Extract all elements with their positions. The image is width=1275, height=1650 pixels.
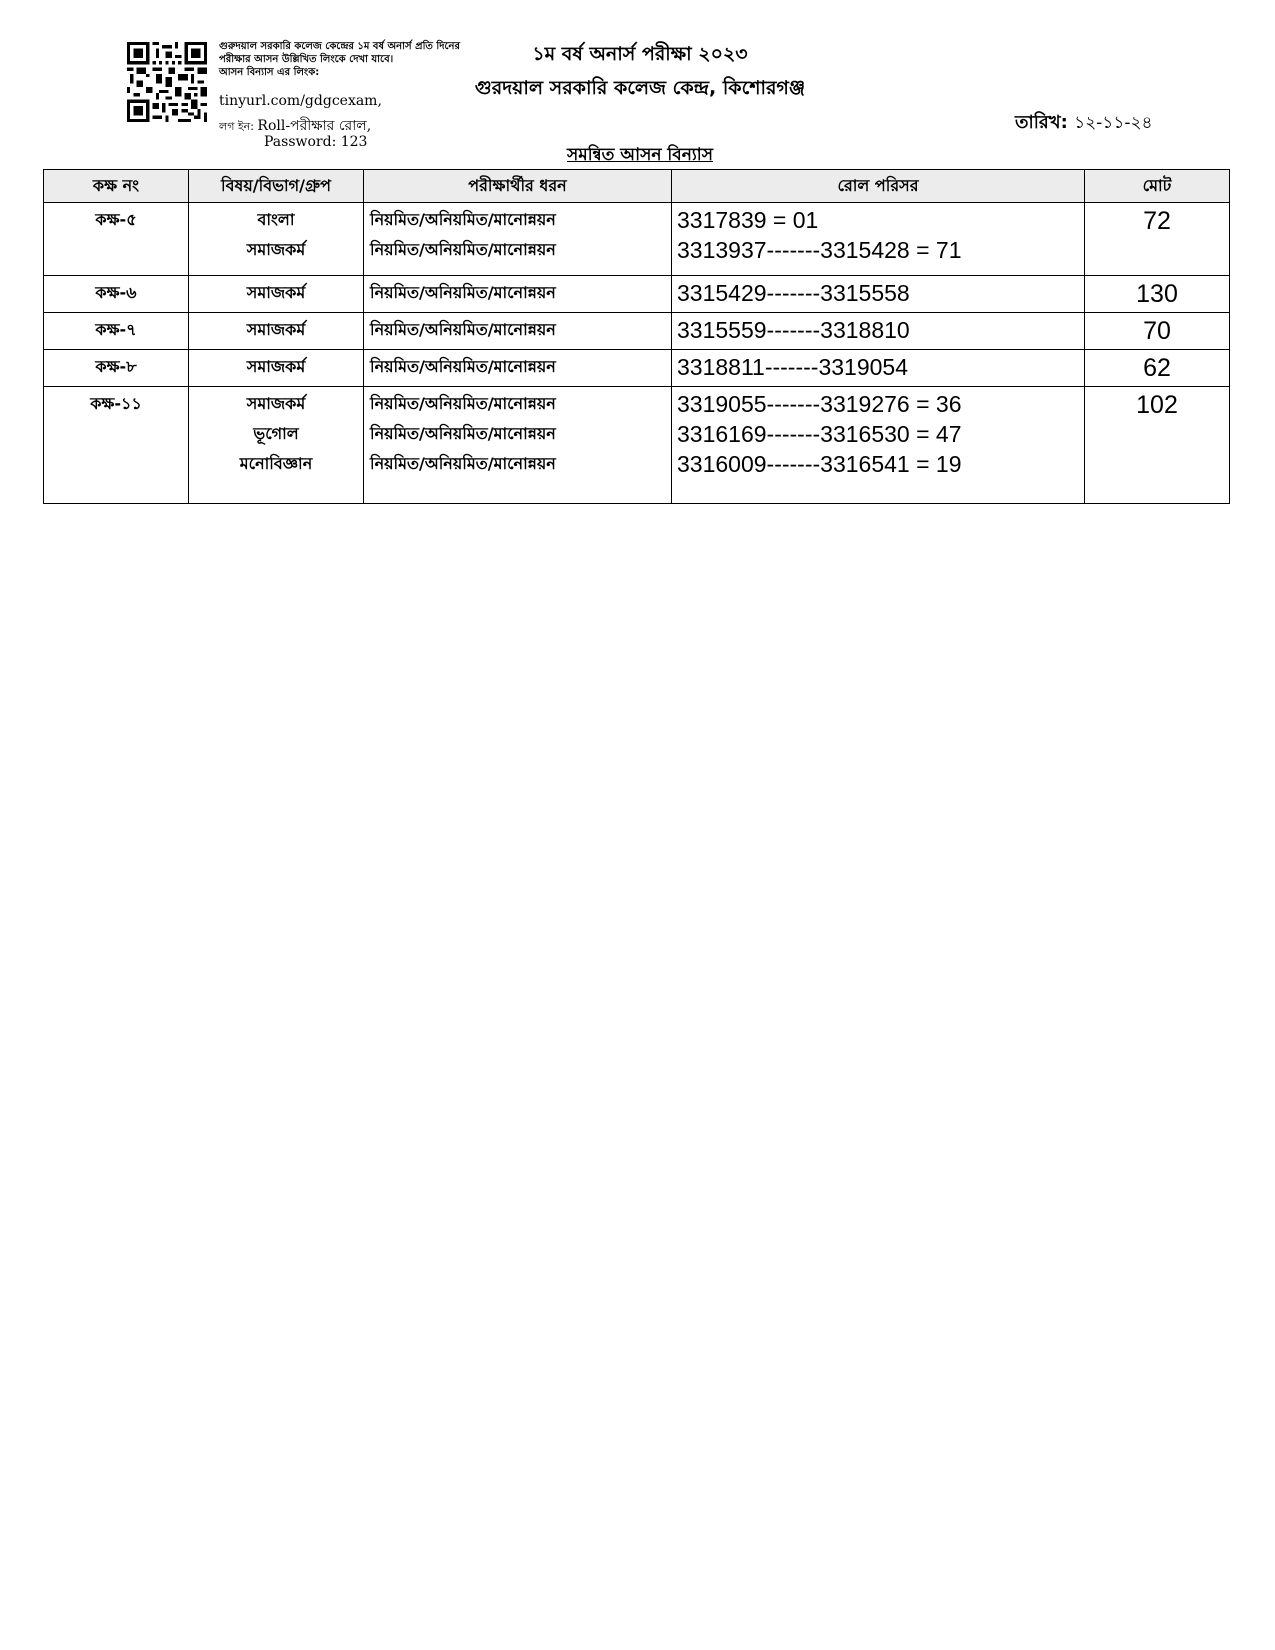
roll-range-cell <box>672 387 1085 504</box>
exam-title: ১ম বর্ষ অনার্স পরীক্ষা ২০২৩ <box>532 43 748 65</box>
exam-center: গুরদয়াল সরকারি কলেজ কেন্দ্র, কিশোরগঞ্জ <box>474 77 806 99</box>
roll-range-line: 3315429-------3315558 <box>677 280 910 306</box>
type-line: নিয়মিত/অনিয়মিত/মানোন্নয়ন <box>370 424 556 443</box>
date <box>1015 108 1153 139</box>
col-header-room: কক্ষ নং <box>44 170 189 203</box>
seat-plan-table <box>43 169 1230 504</box>
type-cell <box>364 203 672 276</box>
subject-cell <box>189 350 364 387</box>
room-cell: কক্ষ-৮ <box>44 350 189 387</box>
subject-line: বাংলা <box>257 210 295 229</box>
total-cell: 72 <box>1085 203 1230 276</box>
login-roll: Roll-পরীক্ষার রোল, <box>257 118 372 134</box>
table-row <box>44 313 1230 350</box>
subject-cell <box>189 203 364 276</box>
col-header-type: পরীক্ষার্থীর ধরন <box>364 170 672 203</box>
subject-cell <box>189 387 364 504</box>
table-row <box>44 203 1230 276</box>
qr-note-text: গুরুদয়াল সরকারি কলেজ কেন্দ্রের ১ম বর্ষ অনার্স প্রতি দিনের পরীক্ষার আসন উল্লিখিত লিংকে দেখা যাবে। <box>219 41 461 65</box>
table-row <box>44 276 1230 313</box>
subject-line: ভূগোল <box>253 424 299 443</box>
room-cell: কক্ষ-৬ <box>44 276 189 313</box>
login-label: লগ ইন: <box>219 120 254 133</box>
type-line: নিয়মিত/অনিয়মিত/মানোন্নয়ন <box>370 240 556 259</box>
subject-line: সমাজকর্ম <box>246 240 306 259</box>
type-line: নিয়মিত/অনিয়মিত/মানোন্নয়ন <box>370 283 556 302</box>
total-cell: 70 <box>1085 313 1230 350</box>
roll-range-line: 3317839 = 01 <box>677 207 819 233</box>
roll-range-line: 3318811-------3319054 <box>677 354 908 380</box>
col-header-subject: বিষয়/বিভাগ/গ্রুপ <box>189 170 364 203</box>
subject-line: মনোবিজ্ঞান <box>239 454 313 473</box>
subject-line: সমাজকর্ম <box>246 394 306 413</box>
table-header-row <box>44 170 1230 203</box>
type-line: নিয়মিত/অনিয়মিত/মানোন্নয়ন <box>370 454 556 473</box>
type-cell <box>364 387 672 504</box>
subject-cell <box>189 276 364 313</box>
type-line: নিয়মিত/অনিয়মিত/মানোন্নয়ন <box>370 357 556 376</box>
roll-range-cell <box>672 203 1085 276</box>
roll-range-cell <box>672 276 1085 313</box>
col-header-total: মোট <box>1085 170 1230 203</box>
type-cell <box>364 350 672 387</box>
room-cell: কক্ষ-৭ <box>44 313 189 350</box>
roll-range-line: 3315559-------3318810 <box>677 317 910 343</box>
roll-range-cell <box>672 313 1085 350</box>
subject-line: সমাজকর্ম <box>246 283 306 302</box>
login-password: Password: 123 <box>264 134 368 150</box>
subject-cell <box>189 313 364 350</box>
total-cell: 130 <box>1085 276 1230 313</box>
type-line: নিয়মিত/অনিয়মিত/মানোন্নয়ন <box>370 394 556 413</box>
document-subtitle <box>450 142 830 170</box>
room-cell: কক্ষ-৫ <box>44 203 189 276</box>
qr-link-label: আসন বিন্যাস এর লিংক: <box>219 67 320 78</box>
roll-range-line: 3313937-------3315428 = 71 <box>677 237 962 263</box>
qr-code-icon <box>127 42 207 122</box>
roll-range-cell <box>672 350 1085 387</box>
type-line: নিয়মিত/অনিয়মিত/মানোন্নয়ন <box>370 320 556 339</box>
roll-range-line: 3316009-------3316541 = 19 <box>677 451 962 477</box>
roll-range-line: 3319055-------3319276 = 36 <box>677 391 962 417</box>
total-cell: 102 <box>1085 387 1230 504</box>
roll-range-line: 3316169-------3316530 = 47 <box>677 421 962 447</box>
seat-plan-link[interactable]: tinyurl.com/gdgcexam, <box>219 93 382 109</box>
type-cell <box>364 313 672 350</box>
subject-line: সমাজকর্ম <box>246 320 306 339</box>
date-label: তারিখ: <box>1015 112 1068 133</box>
subtitle-text: সমন্বিত আসন বিন্যাস <box>567 145 713 165</box>
date-value: ১২-১১-২৪ <box>1074 113 1153 133</box>
type-line: নিয়মিত/অনিয়মিত/মানোন্নয়ন <box>370 210 556 229</box>
table-row <box>44 350 1230 387</box>
subject-line: সমাজকর্ম <box>246 357 306 376</box>
total-cell: 62 <box>1085 350 1230 387</box>
table-row <box>44 387 1230 504</box>
col-header-roll-range: রোল পরিসর <box>672 170 1085 203</box>
type-cell <box>364 276 672 313</box>
room-cell: কক্ষ-১১ <box>44 387 189 504</box>
